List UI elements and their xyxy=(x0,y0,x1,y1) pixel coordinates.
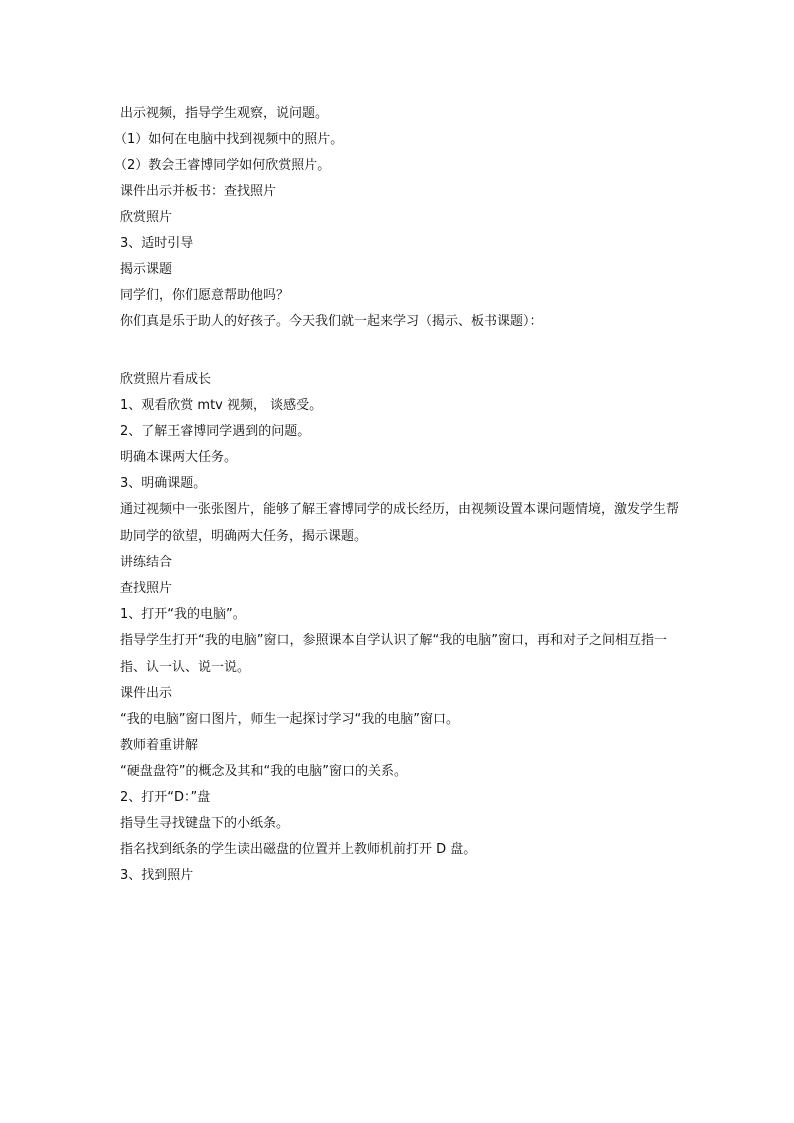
text-line: 讲练结合 xyxy=(120,555,173,570)
text-line: 欣赏照片 xyxy=(120,210,173,225)
text-line: 2、了解王睿博同学遇到的问题。 xyxy=(120,424,311,439)
text-line: 1、观看欣赏 mtv 视频， 谈感受。 xyxy=(120,398,323,413)
text-line: 出示视频，指导学生观察，说问题。 xyxy=(120,106,329,121)
text-line: 指名找到纸条的学生读出磁盘的位置并上教师机前打开 D 盘。 xyxy=(120,842,477,857)
text-line: 欣赏照片看成长 xyxy=(120,372,212,387)
text-paragraph: 通过视频中一张张图片，能够了解王睿博同学的成长经历，由视频设置本课问题情境，激发学生帮助同学的欲望，明确两大任务，揭示课题。 xyxy=(120,502,680,544)
document-body xyxy=(114,101,680,889)
text-line: 1、打开“我的电脑”。 xyxy=(120,607,246,622)
text-line: 2、打开“D：”盘 xyxy=(120,790,211,805)
text-line: 课件出示 xyxy=(120,686,173,701)
text-line: 同学们，你们愿意帮助他吗？ xyxy=(120,288,290,303)
text-line: 明确本课两大任务。 xyxy=(120,450,238,465)
text-line: 教师着重讲解 xyxy=(120,738,199,753)
text-line: 3、适时引导 xyxy=(120,236,194,251)
text-line: “硬盘盘符”的概念及其和“我的电脑”窗口的关系。 xyxy=(120,764,407,779)
text-paragraph: 指导学生打开“我的电脑”窗口，参照课本自学认识了解“我的电脑”窗口，再和对子之间相互指一指、认一认、说一说。 xyxy=(120,633,667,675)
text-line: 你们真是乐于助人的好孩子。今天我们就一起来学习（揭示、板书课题）： xyxy=(120,314,543,329)
text-line: “我的电脑”窗口图片，师生一起探讨学习“我的电脑”窗口。 xyxy=(120,712,459,727)
text-line: 课件出示并板书：查找照片 xyxy=(120,184,277,199)
text-line: 3、找到照片 xyxy=(120,868,194,883)
text-line: （2）教会王睿博同学如何欣赏照片。 xyxy=(114,158,331,173)
blank-line xyxy=(120,335,680,367)
text-line: 指导生寻找键盘下的小纸条。 xyxy=(120,816,290,831)
text-line: （1）如何在电脑中找到视频中的照片。 xyxy=(114,132,344,147)
text-line: 揭示课题 xyxy=(120,262,173,277)
text-line: 3、明确课题。 xyxy=(120,476,207,491)
text-line: 查找照片 xyxy=(120,581,173,596)
